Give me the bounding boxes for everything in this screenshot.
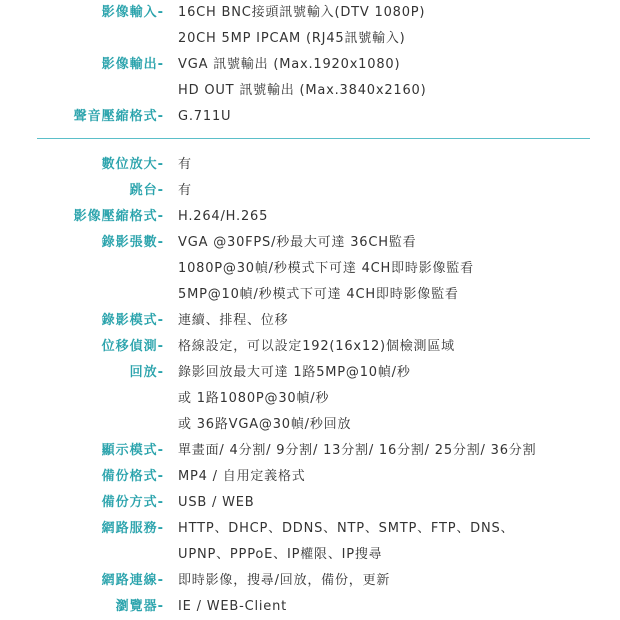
spec-value: G.711U bbox=[178, 109, 232, 124]
spec-value: HTTP、DHCP、DDNS、NTP、SMTP、FTP、DNS、 bbox=[178, 521, 515, 536]
spec-value: HD OUT 訊號輸出 (Max.3840x2160) bbox=[178, 83, 427, 98]
spec-row bbox=[0, 360, 620, 438]
spec-label: 位移偵測- bbox=[101, 339, 164, 354]
spec-row bbox=[0, 0, 620, 52]
spec-row bbox=[0, 490, 620, 516]
spec-row bbox=[0, 334, 620, 360]
spec-label: 影像輸出- bbox=[101, 57, 164, 72]
spec-values bbox=[164, 308, 620, 334]
spec-row bbox=[0, 568, 620, 594]
spec-value: VGA @30FPS/秒最大可達 36CH監看 bbox=[178, 235, 417, 250]
spec-value: 16CH BNC接頭訊號輸入(DTV 1080P) bbox=[178, 5, 426, 20]
spec-label: 瀏覽器- bbox=[115, 599, 164, 614]
spec-section-features bbox=[0, 152, 620, 620]
spec-label: 網路服務- bbox=[101, 521, 164, 536]
spec-label: 錄影模式- bbox=[101, 313, 164, 328]
spec-value: MP4 / 自用定義格式 bbox=[178, 469, 306, 484]
spec-row bbox=[0, 178, 620, 204]
spec-section-io bbox=[0, 0, 620, 130]
spec-value: 20CH 5MP IPCAM (RJ45訊號輸入) bbox=[178, 31, 406, 46]
spec-value: 連續、排程、位移 bbox=[178, 313, 289, 328]
spec-label: 跳台- bbox=[129, 183, 164, 198]
spec-label: 備份方式- bbox=[101, 495, 164, 510]
spec-value: 單畫面/ 4分割/ 9分割/ 13分割/ 16分割/ 25分割/ 36分割 bbox=[178, 443, 537, 458]
spec-label: 錄影張數- bbox=[101, 235, 164, 250]
spec-value: 格線設定，可以設定192(16x12)個檢測區域 bbox=[178, 339, 455, 354]
spec-label: 顯示模式- bbox=[101, 443, 164, 458]
spec-label: 數位放大- bbox=[101, 157, 164, 172]
spec-values bbox=[164, 52, 620, 104]
spec-label: 備份格式- bbox=[101, 469, 164, 484]
spec-value: 錄影回放最大可達 1路5MP@10幀/秒 bbox=[178, 365, 411, 380]
spec-row bbox=[0, 152, 620, 178]
spec-values bbox=[164, 568, 620, 594]
spec-value: IE / WEB-Client bbox=[178, 599, 288, 614]
spec-values bbox=[164, 104, 620, 130]
spec-row bbox=[0, 516, 620, 568]
spec-row bbox=[0, 308, 620, 334]
spec-value: 5MP@10幀/秒模式下可達 4CH即時影像監看 bbox=[178, 287, 459, 302]
spec-values bbox=[164, 516, 620, 568]
spec-row bbox=[0, 438, 620, 464]
spec-values bbox=[164, 204, 620, 230]
spec-value: VGA 訊號輸出 (Max.1920x1080) bbox=[178, 57, 401, 72]
spec-value: USB / WEB bbox=[178, 495, 255, 510]
spec-label: 回放- bbox=[129, 365, 164, 380]
spec-values bbox=[164, 438, 620, 464]
spec-label: 影像輸入- bbox=[101, 5, 164, 20]
spec-row bbox=[0, 52, 620, 104]
spec-values bbox=[164, 490, 620, 516]
spec-values bbox=[164, 594, 620, 620]
spec-value: 即時影像，搜尋/回放，備份，更新 bbox=[178, 573, 391, 588]
spec-value: 或 1路1080P@30幀/秒 bbox=[178, 391, 330, 406]
spec-value: H.264/H.265 bbox=[178, 209, 269, 224]
spec-label: 聲音壓縮格式- bbox=[73, 109, 164, 124]
spec-row bbox=[0, 464, 620, 490]
spec-value: 或 36路VGA@30幀/秒回放 bbox=[178, 417, 352, 432]
spec-values bbox=[164, 334, 620, 360]
spec-row bbox=[0, 230, 620, 308]
spec-label: 網路連線- bbox=[101, 573, 164, 588]
spec-values bbox=[164, 230, 620, 308]
section-divider bbox=[37, 138, 590, 139]
spec-values bbox=[164, 152, 620, 178]
spec-row bbox=[0, 204, 620, 230]
spec-value: 有 bbox=[178, 157, 192, 172]
spec-label: 影像壓縮格式- bbox=[73, 209, 164, 224]
spec-values bbox=[164, 178, 620, 204]
spec-values bbox=[164, 0, 620, 52]
spec-row bbox=[0, 594, 620, 620]
spec-value: 有 bbox=[178, 183, 192, 198]
spec-value: UPNP、PPPoE、IP權限、IP搜尋 bbox=[178, 547, 383, 562]
spec-value: 1080P@30幀/秒模式下可達 4CH即時影像監看 bbox=[178, 261, 474, 276]
spec-values bbox=[164, 464, 620, 490]
spec-row bbox=[0, 104, 620, 130]
spec-values bbox=[164, 360, 620, 438]
